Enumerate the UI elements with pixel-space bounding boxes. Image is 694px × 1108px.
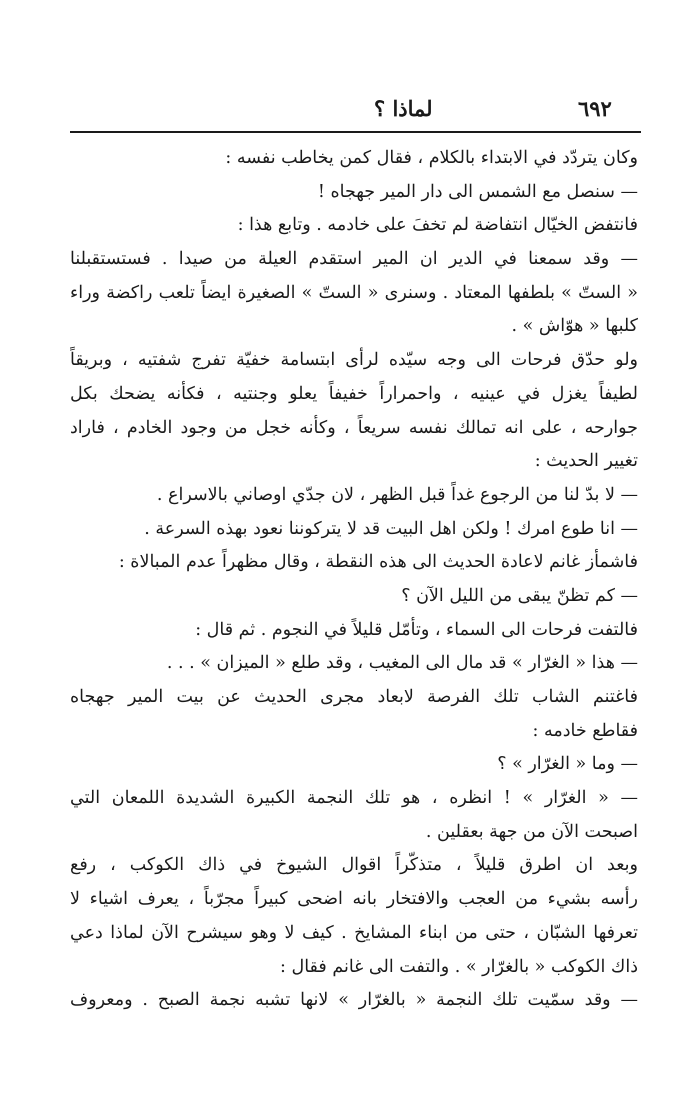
text-line: فانتفض الخيّال انتفاضة لم تخفَ على خادمه . وتابع هذا : [237,215,638,236]
body-text [70,142,638,1018]
text-line: — انا طوع امرك ! ولكن اهل البيت قد لا يتركوننا نعود بهذه السرعة . [144,518,638,539]
header-rule [70,131,641,133]
running-title: لماذا ؟ [374,96,433,121]
text-line: — كم تظنّ يبقى من الليل الآن ؟ [401,585,638,606]
text-line: فاشمأز غانم لاعادة الحديث الى هذه النقطة ، وقال مظهراً عدم المبالاة : [118,552,638,573]
text-line: — وما « الغرّار » ؟ [497,754,638,775]
text-line: جوارحه ، على انه تمالك نفسه سريعاً ، وكأنه خجل من وجود الخادم ، فاراد [70,417,638,438]
text-line: اصبحت الآن من جهة بعقلين . [425,821,638,842]
text-line: — « الغرّار » ! انظره ، هو تلك النجمة الكبيرة الشديدة اللمعان التي [70,788,638,809]
text-line: — وقد سمعنا في الدير ان المير استقدم العيلة من صيدا . فستستقبلنا [70,249,638,270]
text-line: فالتفت فرحات الى السماء ، وتأمّل قليلاً في النجوم . ثم قال : [195,619,638,640]
text-line: تعرفها الشبّان ، حتى من ابناء المشايخ . كيف لا وهو سيشرح الآن لماذا دعي [70,922,638,943]
text-line: — وقد سمّيت تلك النجمة « بالغرّار » لانها تشبه نجمة الصبح . ومعروف [70,990,638,1011]
text-line: تغيير الحديث : [534,451,638,472]
text-line: — سنصل مع الشمس الى دار المير جهجاه ! [317,181,638,202]
text-line: — لا بدّ لنا من الرجوع غداً قبل الظهر ، لان جدّي اوصاني بالاسراع . [156,484,638,505]
text-line: فاغتنم الشاب تلك الفرصة لابعاد مجرى الحديث عن بيت المير جهجاه [70,687,638,707]
page-header [70,96,640,126]
text-line: ولو حدّق فرحات الى وجه سيّده لرأى ابتسامة خفيّة تفرج شفتيه ، وبريقاً [70,350,638,371]
text-line: وبعد ان اطرق قليلاً ، متذكّراً اقوال الشيوخ في ذاك الكوكب ، رفع [70,855,638,876]
text-line: فقاطع خادمه : [532,720,638,741]
text-line: رأسه بشيء من العجب والافتخار بانه اضحى كبيراً مجرّباً ، يعرف اشياء لا [70,889,638,910]
page-number: ٦٩٢ [578,96,612,121]
text-line: لطيفاً يغزل في عينيه ، واحمراراً خفيفاً يعلو وجنتيه ، فكأنه يضحك بكل [70,383,638,404]
text-line: كلبها « هوّاش » . [511,316,638,337]
text-line: — هذا « الغرّار » قد مال الى المغيب ، وقد طلع « الميزان » . . . [166,653,638,674]
text-line: « الستّ » بلطفها المعتاد . وسنرى « الستّ » الصغيرة ايضاً تلعب راكضة وراء [70,282,638,303]
text-line: وكان يتردّد في الابتداء بالكلام ، فقال كمن يخاطب نفسه : [225,148,638,168]
text-line: ذاك الكوكب « بالغرّار » . والتفت الى غانم فقال : [280,956,638,977]
